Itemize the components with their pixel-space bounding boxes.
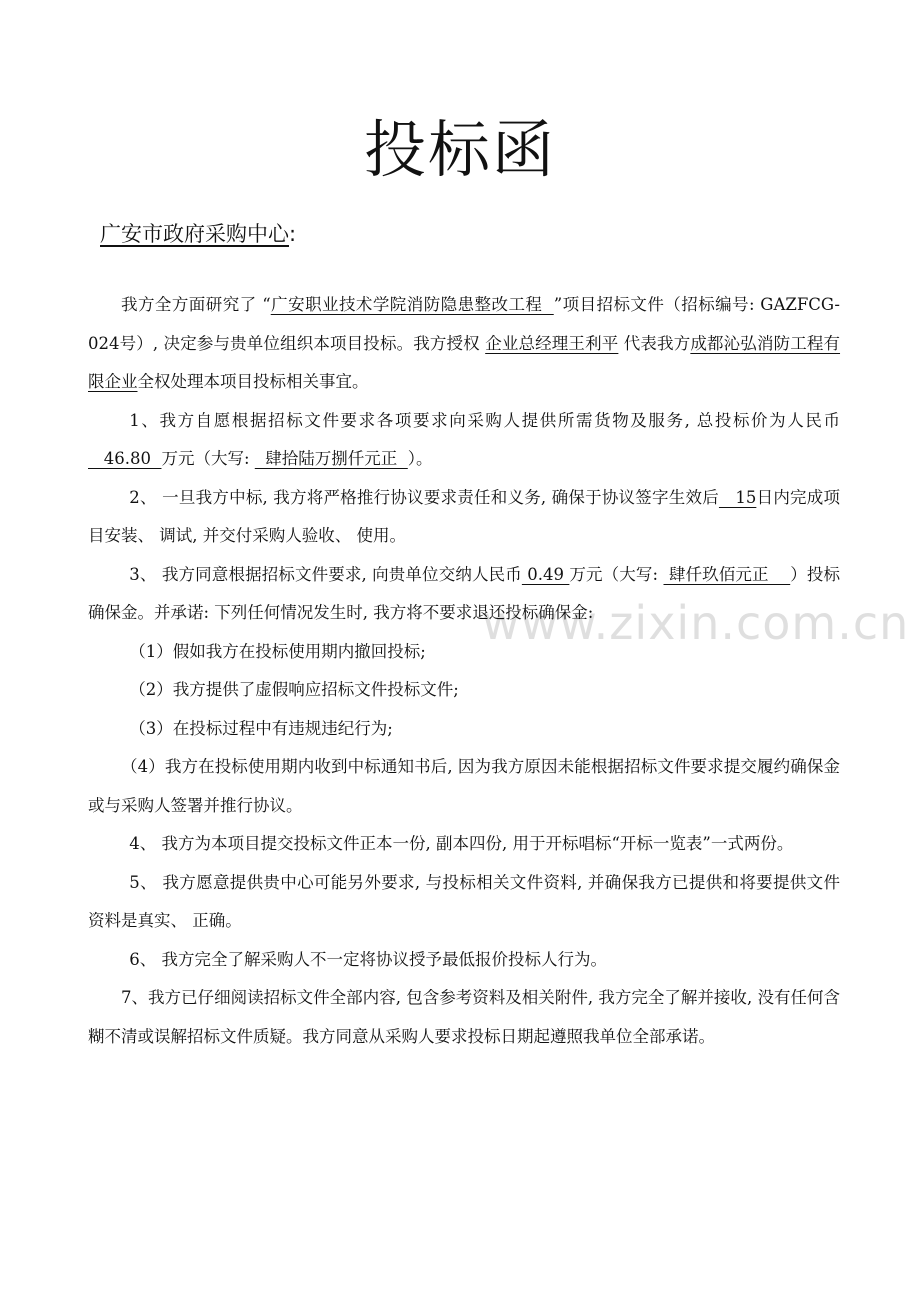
- item-7: 7、我方已仔细阅读招标文件全部内容, 包含参考资料及相关附件, 我方完全了解并接收, 没有任何含糊不清或误解招标文件质疑。我方同意从采购人要求投标日期起遵照我单位全部承诺。: [88, 988, 840, 1046]
- item-6: 6、 我方完全了解采购人不一定将协议授予最低报价投标人行为。: [129, 949, 607, 969]
- addressee-name: 广安市政府采购中心: [100, 222, 289, 246]
- intro-text-a: 我方全方面研究了 “: [121, 295, 271, 314]
- item1-text-a: 1、我方自愿根据招标文件要求各项要求向采购人提供所需货物及服务, 总投标价为人民币: [129, 410, 840, 430]
- intro-paragraph: [88, 286, 840, 402]
- item3-text-b: 万元（大写:: [569, 564, 664, 584]
- item2-text-a: 2、 一旦我方中标, 我方将严格推行协议要求责任和义务, 确保于协议签字生效后: [129, 487, 719, 507]
- item-2: [88, 479, 840, 556]
- item1-text-b: 万元（大写:: [161, 449, 255, 468]
- sub-item-2: （2）我方提供了虚假响应招标文件投标文件;: [129, 680, 459, 699]
- completion-days: 15: [718, 487, 757, 507]
- letter-body: [88, 286, 840, 1056]
- addressee: [100, 218, 296, 248]
- addressee-colon: :: [289, 222, 297, 246]
- item-4: 4、 我方为本项目提交投标文件正本一份, 副本四份, 用于开标唱标“开标一览表”一式两份。: [129, 834, 794, 853]
- authorized-person: 企业总经理王利平: [485, 333, 619, 353]
- intro-text-d: 全权处理本项目投标相关事宜。: [137, 372, 369, 391]
- company-name: 成都沁弘消防工程有限企业: [88, 333, 841, 391]
- item2-text-b: 日内完成项目安装、 调试, 并交付采购人验收、 使用。: [88, 487, 841, 545]
- item3-text-c: ）投标确保金。并承诺: 下列任何情况发生时, 我方将不要求退还投标确保金:: [88, 564, 840, 622]
- sub-item-4: （4）我方在投标使用期内收到中标通知书后, 因为我方原因未能根据招标文件要求提交履约确保金或与采购人签署并推行协议。: [88, 757, 840, 815]
- project-name: 广安职业技术学院消防隐患整改工程: [270, 295, 554, 314]
- document-title: 投标函: [363, 113, 556, 186]
- bid-amount: 46.80: [88, 449, 162, 468]
- item-3: [88, 556, 840, 633]
- deposit-amount-words: 肆仟玖佰元正: [663, 564, 791, 584]
- item3-text-a: 3、 我方同意根据招标文件要求, 向贵单位交纳人民币: [129, 564, 522, 584]
- item1-text-c: ）。: [407, 449, 433, 468]
- deposit-amount: 0.49: [521, 564, 570, 584]
- intro-text-b: ”项目招标文件（招标编号: GAZFCG-024号）, 决定参与贵单位组织本项目投标。我方授权: [88, 295, 840, 353]
- intro-text-c: 代表我方: [618, 333, 691, 353]
- item-5: 5、 我方愿意提供贵中心可能另外要求, 与投标相关文件资料, 并确保我方已提供和将要提供文件资料是真实、 正确。: [88, 872, 840, 930]
- bid-amount-words: 肆拾陆万捌仟元正: [254, 449, 408, 468]
- watermark: www.zixin.com.cn: [482, 596, 910, 650]
- sub-item-3: （3）在投标过程中有违规违纪行为;: [129, 718, 393, 738]
- item-1: [88, 402, 840, 479]
- sub-item-1: （1）假如我方在投标使用期内撤回投标;: [129, 641, 426, 661]
